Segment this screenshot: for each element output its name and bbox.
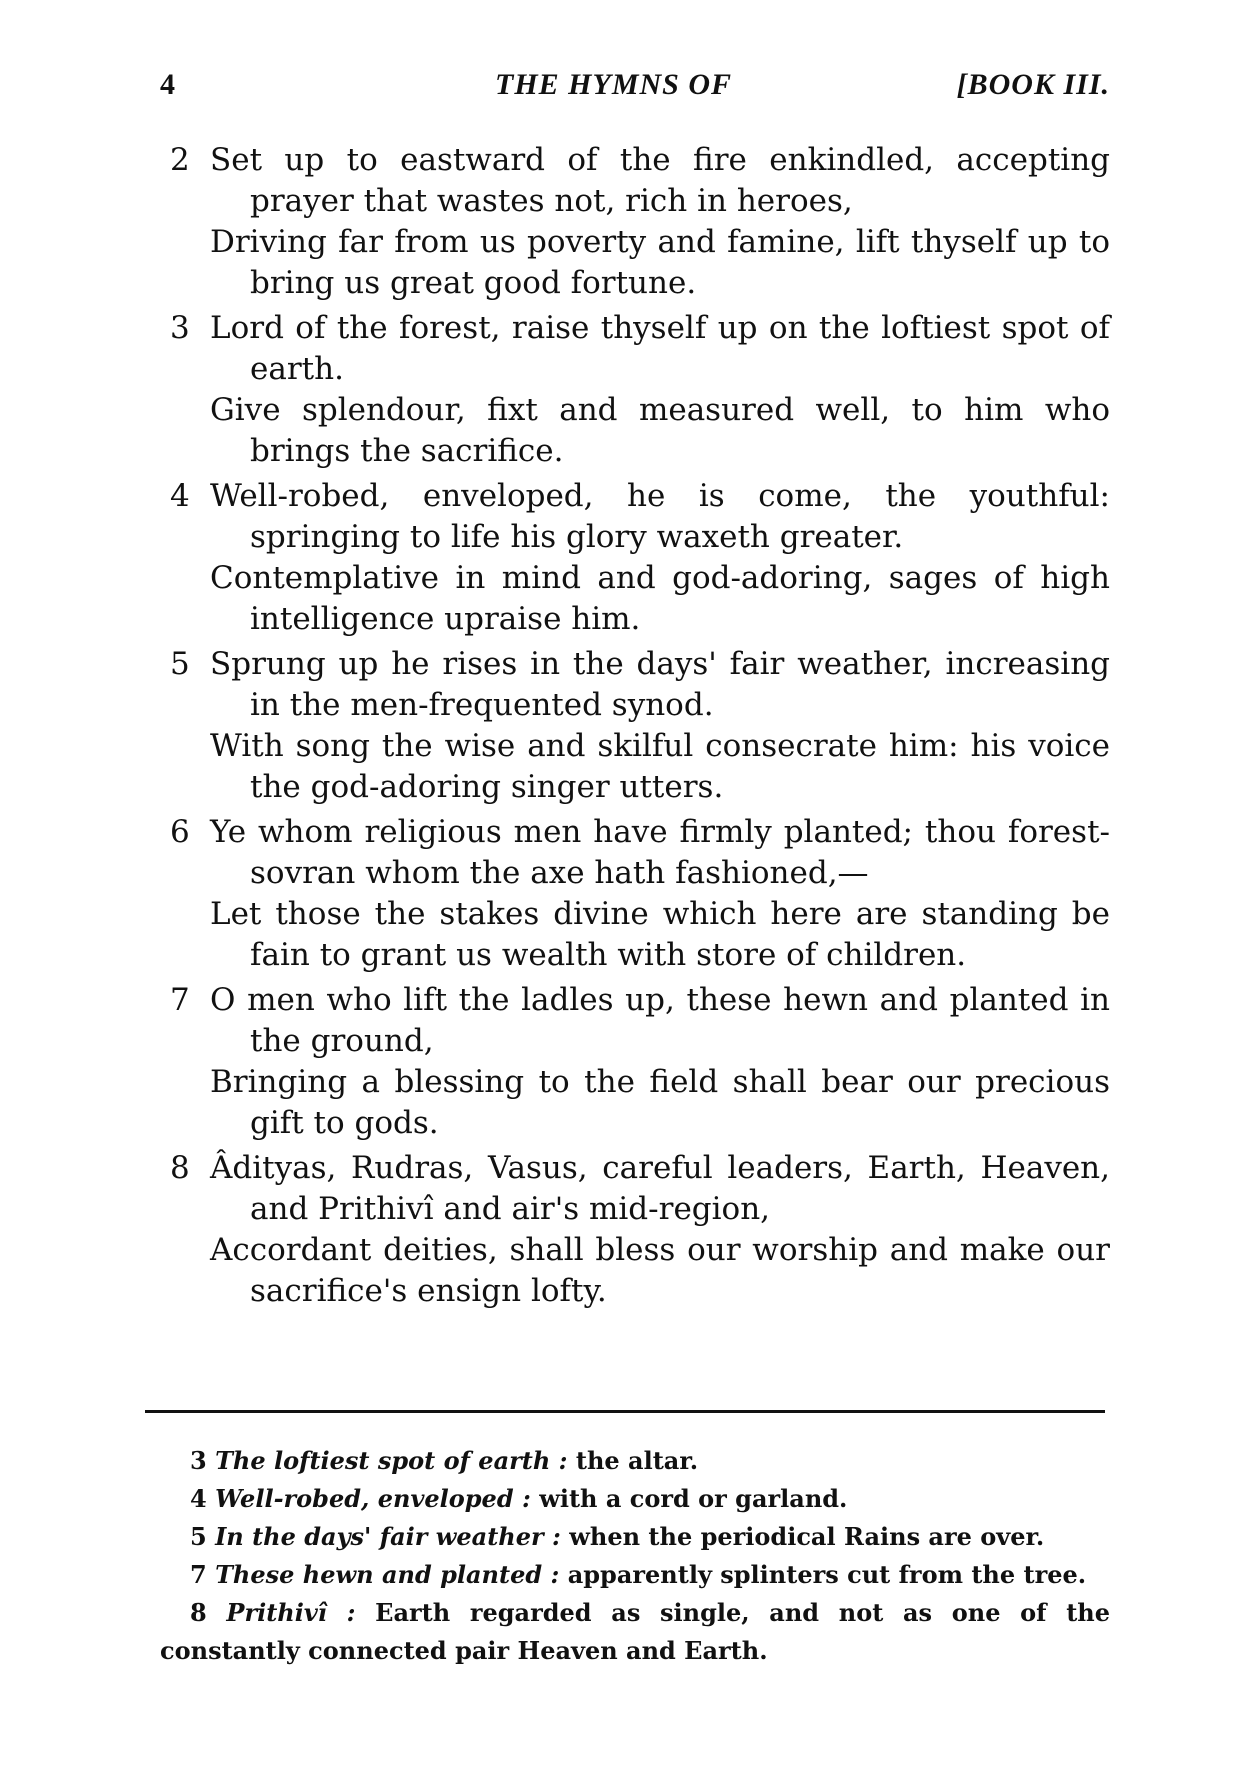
footnote-number: 8 xyxy=(190,1598,207,1627)
verse-line: Well-robed, enveloped, he is come, the youthful: springing to life his glory waxeth greater. xyxy=(210,478,1110,555)
verse-line: Give splendour, fixt and measured well, to him who brings the sacrifice. xyxy=(210,392,1110,469)
verse-line: Let those the stakes divine which here are standing be fain to grant us wealth with store of children. xyxy=(210,896,1110,973)
footnote-term: Prithivî : xyxy=(226,1598,356,1627)
verse-line: Set up to eastward of the fire enkindled, accepting prayer that wastes not, rich in heroes, xyxy=(210,142,1110,219)
verse-line: Sprung up he rises in the days' fair weather, increasing in the men-frequented synod. xyxy=(210,646,1110,723)
verse xyxy=(160,980,1110,1144)
footnote-term: In the days' fair weather : xyxy=(215,1522,561,1551)
running-header xyxy=(160,68,1110,108)
footnote xyxy=(190,1480,1110,1518)
verse-line: Contemplative in mind and god-adoring, sages of high intelligence upraise him. xyxy=(210,560,1110,637)
verse-line: Accordant deities, shall bless our worship and make our sacrifice's ensign lofty. xyxy=(210,1232,1110,1309)
verse-number: 2 xyxy=(170,142,190,178)
verse-line: Âdityas, Rudras, Vasus, careful leaders, Earth, Heaven, and Prithivî and air's mid-region, xyxy=(210,1150,1110,1227)
footnote-divider xyxy=(145,1410,1105,1413)
footnote-number: 5 xyxy=(190,1522,207,1551)
book-label: [BOOK III. xyxy=(956,68,1110,101)
footnote-term: These hewn and planted : xyxy=(215,1560,560,1589)
footnote xyxy=(190,1518,1110,1556)
verse-line: Bringing a blessing to the field shall bear our precious gift to gods. xyxy=(210,1064,1110,1141)
verse-line: O men who lift the ladles up, these hewn and planted in the ground, xyxy=(210,982,1110,1059)
verse-line: Driving far from us poverty and famine, lift thyself up to bring us great good fortune. xyxy=(210,224,1110,301)
footnote-term: Well-robed, enveloped : xyxy=(215,1484,531,1513)
page-number: 4 xyxy=(160,68,176,101)
verse-number: 7 xyxy=(170,982,190,1018)
footnote-text: Earth regarded as single, and not as one of the constantly connected pair Heaven and Earth. xyxy=(160,1598,1110,1665)
footnote-term: The loftiest spot of earth : xyxy=(215,1446,568,1475)
footnote xyxy=(160,1594,1110,1670)
footnote xyxy=(190,1556,1110,1594)
footnote-number: 3 xyxy=(190,1446,207,1475)
footnote-text: apparently splinters cut from the tree. xyxy=(567,1560,1087,1589)
verse-number: 3 xyxy=(170,310,190,346)
verse xyxy=(160,308,1110,472)
footnote-text: the altar. xyxy=(575,1446,699,1475)
footnote-number: 4 xyxy=(190,1484,207,1513)
verse xyxy=(160,1148,1110,1312)
footnote-number: 7 xyxy=(190,1560,207,1589)
verse xyxy=(160,644,1110,808)
verse-number: 8 xyxy=(170,1150,190,1186)
verse-line: With song the wise and skilful consecrate him: his voice the god-adoring singer utters. xyxy=(210,728,1110,805)
verse xyxy=(160,140,1110,304)
footnote xyxy=(190,1442,1110,1480)
verse-number: 4 xyxy=(170,478,190,514)
hymn-verses xyxy=(160,140,1110,1316)
footnote-text: when the periodical Rains are over. xyxy=(569,1522,1045,1551)
verse xyxy=(160,476,1110,640)
verse-line: Lord of the forest, raise thyself up on the loftiest spot of earth. xyxy=(210,310,1110,387)
verse-number: 5 xyxy=(170,646,190,682)
verse xyxy=(160,812,1110,976)
running-title: THE HYMNS OF xyxy=(495,68,733,101)
footnote-text: with a cord or garland. xyxy=(539,1484,848,1513)
footnotes xyxy=(160,1442,1110,1670)
verse-number: 6 xyxy=(170,814,190,850)
verse-line: Ye whom religious men have firmly planted; thou forest-sovran whom the axe hath fashioned,— xyxy=(210,814,1110,891)
